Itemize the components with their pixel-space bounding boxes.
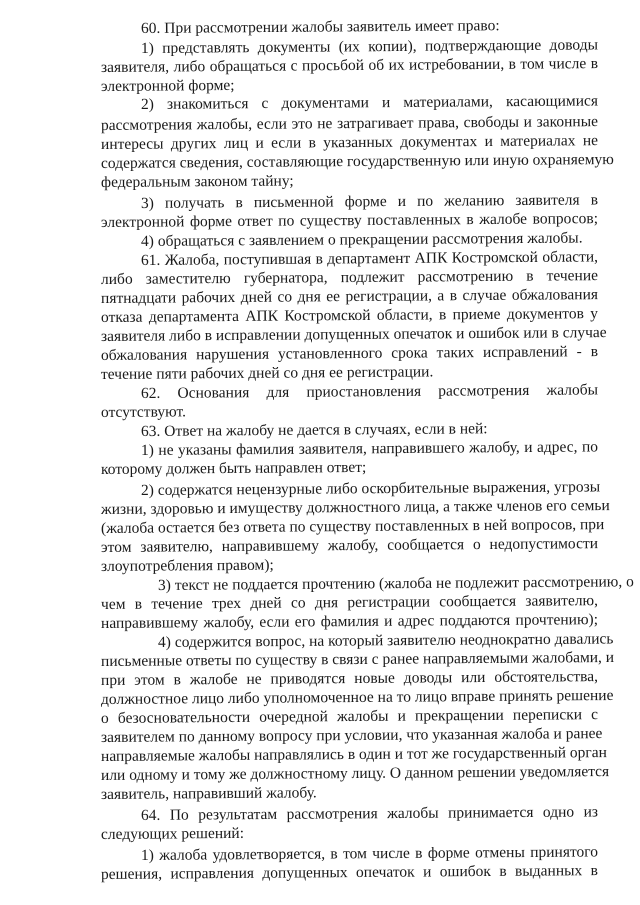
text-line: направившему жалобу, если его фамилия и адрес поддаются прочтению);: [100, 611, 599, 632]
text-line: (жалоба остается без ответа по существу поставленных в ней вопросов, при: [100, 516, 605, 537]
text-line: федеральным законом тайну;: [100, 172, 294, 191]
text-line: либо заместителю губернатора, подлежит рассмотрению в течение: [100, 267, 599, 288]
text-line: злоупотребления правом);: [100, 556, 274, 575]
text-line: заявитель, направивший жалобу.: [100, 784, 317, 803]
text-line: 61. Жалоба, поступившая в департамент АПК Костромской области,: [140, 248, 599, 269]
text-line: содержатся сведения, составляющие государственную или иную охраняемую: [100, 150, 614, 172]
text-line: 1) представлять документы (их копии), подтверждающие доводы: [140, 36, 599, 57]
text-line: этом заявителю, направившему жалобу, сообщается о недопустимости: [100, 535, 599, 556]
text-line: 63. Ответ на жалобу не дается в случаях, если в ней:: [140, 420, 488, 440]
text-line: электронной форме;: [100, 76, 235, 95]
text-line: заявителя либо в исправлении допущенных опечаток и ошибок или в случае: [100, 324, 607, 345]
text-line: жизни, здоровью и имуществу должностного лица, а также членов его семьи: [100, 497, 610, 518]
text-line: интересы других лиц и если в указанных документах и материалах не: [100, 132, 599, 153]
text-line: 1) не указаны фамилия заявителя, направившего жалобу, и адрес, по: [140, 438, 599, 459]
text-line: отсутствуют.: [100, 403, 187, 421]
text-line: письменные ответы по существу в связи с ранее направляемыми жалобами, и: [100, 648, 615, 670]
text-line: обжалования нарушения установленного срока таких исправлений - в: [100, 343, 599, 364]
text-line: 64. По результатам рассмотрения жалобы принимается одно из: [140, 803, 599, 824]
text-line: должностное лицо либо уполномоченное на то лицо вправе принять решение: [100, 686, 614, 708]
text-line: течение пяти рабочих дней со дня ее регистрации.: [100, 363, 434, 383]
text-line: 4) содержится вопрос, на который заявителю неоднократно давались: [157, 630, 614, 651]
text-line: о безосновательности очередной жалобы и прекращении переписки с: [100, 706, 599, 727]
text-line: решения, исправления допущенных опечаток и ошибок в выданных в: [100, 862, 599, 883]
text-line: 2) содержатся нецензурные либо оскорбительные выражения, угрозы: [140, 478, 601, 499]
text-line: 4) обращаться с заявлением о прекращении рассмотрения жалобы.: [140, 229, 583, 250]
text-line: заявителем по данному вопросу при условии, что указанная жалоба и ранее: [100, 725, 603, 746]
text-line: 3) текст не поддается прочтению (жалоба не подлежит рассмотрению, о: [157, 573, 634, 594]
text-line: отказа департамента АПК Костромской области, в приеме документов у: [100, 305, 599, 326]
text-line: 62. Основания для приостановления рассмотрения жалобы: [140, 381, 599, 402]
text-line: чем в течение трех дней со дня регистрации сообщается заявителю,: [100, 592, 599, 613]
text-line: рассмотрения жалобы, если это не затрагивает права, свободы и законные: [100, 113, 599, 134]
text-line: 3) получать в письменной форме и по желанию заявителя в: [140, 191, 599, 212]
text-line: или одному и тому же должностному лицу. О данном решении уведомляется: [100, 763, 610, 784]
text-line: электронной форме ответ по существу поставленных в жалобе вопросов;: [100, 210, 599, 231]
text-line: заявителя, либо обращаться с просьбой об их истребовании, в том числе в: [100, 55, 599, 76]
text-line: следующих решений:: [100, 824, 245, 843]
text-line: 2) знакомиться с документами и материалами, касающимися: [140, 92, 599, 113]
text-line: 60. При рассмотрении жалобы заявитель имеет право:: [140, 17, 500, 37]
text-line: 1) жалоба удовлетворяется, в том числе в форме отмены принятого: [140, 843, 599, 864]
text-line: при этом в жалобе не приводятся новые доводы или обстоятельства,: [100, 668, 599, 689]
text-line: которому должен быть направлен ответ;: [100, 458, 367, 478]
text-line: пятнадцати рабочих дней со дня ее регистрации, а в случае обжалования: [100, 286, 599, 307]
text-line: направляемые жалобы направлялись в один и тот же государственный орган: [100, 744, 607, 765]
